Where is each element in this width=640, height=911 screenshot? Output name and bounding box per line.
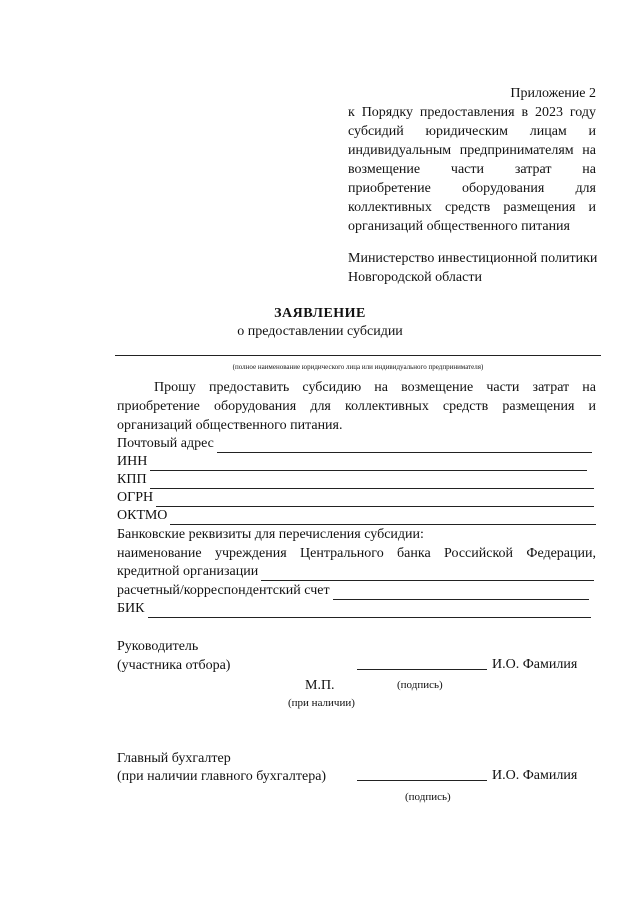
- stamp-note: (при наличии): [288, 697, 355, 709]
- inn-line: [150, 457, 587, 471]
- bik-field: [117, 599, 591, 618]
- bik-line: [148, 604, 592, 618]
- accountant-name: И.О. Фамилия: [492, 768, 578, 783]
- document-subtitle: о предоставлении субсидии: [237, 324, 403, 339]
- appendix-text: к Порядку предоставления в 2023 году субсидий юридическим лицам и индивидуальным предпринимателям на возмещение части затрат на приобретение оборудования для коллективных средств размещения и организаций общественного питания: [348, 105, 596, 234]
- head-subtitle: (участника отбора): [117, 658, 231, 673]
- kpp-line: [150, 475, 594, 489]
- ogrn-field: [117, 488, 594, 507]
- head-title: Руководитель: [117, 639, 199, 654]
- accountant-signature-caption: (подпись): [405, 791, 451, 803]
- oktmo-label: ОКТМО: [117, 508, 168, 523]
- credit-organization-line: [261, 567, 594, 581]
- applicant-name-line: [115, 355, 601, 356]
- ogrn-label: ОГРН: [117, 490, 154, 505]
- ogrn-line: [156, 493, 594, 507]
- oktmo-line: [170, 511, 596, 525]
- credit-organization-field: [117, 562, 594, 581]
- postal-address-label: Почтовый адрес: [117, 436, 214, 451]
- head-signature-caption: (подпись): [397, 679, 443, 691]
- credit-organization-label: кредитной организации: [117, 564, 259, 579]
- bank-institution-text: наименование учреждения Центрального банка Российской Федерации,: [117, 546, 596, 561]
- addressee-block: [348, 249, 598, 287]
- postal-address-line: [217, 439, 592, 453]
- inn-field: [117, 452, 587, 471]
- account-line: [333, 586, 589, 600]
- postal-address-field: [117, 434, 592, 453]
- accountant-signature-line: [357, 780, 487, 781]
- kpp-field: [117, 470, 594, 489]
- bank-details-header: Банковские реквизиты для перечисления субсидии:: [117, 527, 424, 542]
- stamp-label: М.П.: [305, 678, 335, 693]
- document-title: ЗАЯВЛЕНИЕ: [274, 306, 366, 321]
- head-name: И.О. Фамилия: [492, 657, 578, 672]
- appendix-block: [348, 84, 596, 236]
- inn-label: ИНН: [117, 454, 148, 469]
- addressee-line-2: Новгородской области: [348, 270, 482, 285]
- accountant-subtitle: (при наличии главного бухгалтера): [117, 769, 327, 784]
- accountant-title: Главный бухгалтер: [117, 751, 231, 766]
- applicant-name-caption: (полное наименование юридического лица или индивидуального предпринимателя): [232, 363, 484, 371]
- account-field: [117, 581, 589, 600]
- kpp-label: КПП: [117, 472, 147, 487]
- account-label: расчетный/корреспондентский счет: [117, 583, 330, 598]
- request-paragraph: Прошу предоставить субсидию на возмещение части затрат на приобретение оборудования для коллективных средств размещения и организаций общественного питания.: [117, 380, 596, 433]
- oktmo-field: [117, 506, 596, 525]
- appendix-number: Приложение 2: [510, 86, 596, 101]
- addressee-line-1: Министерство инвестиционной политики: [348, 251, 598, 266]
- bik-label: БИК: [117, 601, 145, 616]
- head-signature-line: [357, 669, 487, 670]
